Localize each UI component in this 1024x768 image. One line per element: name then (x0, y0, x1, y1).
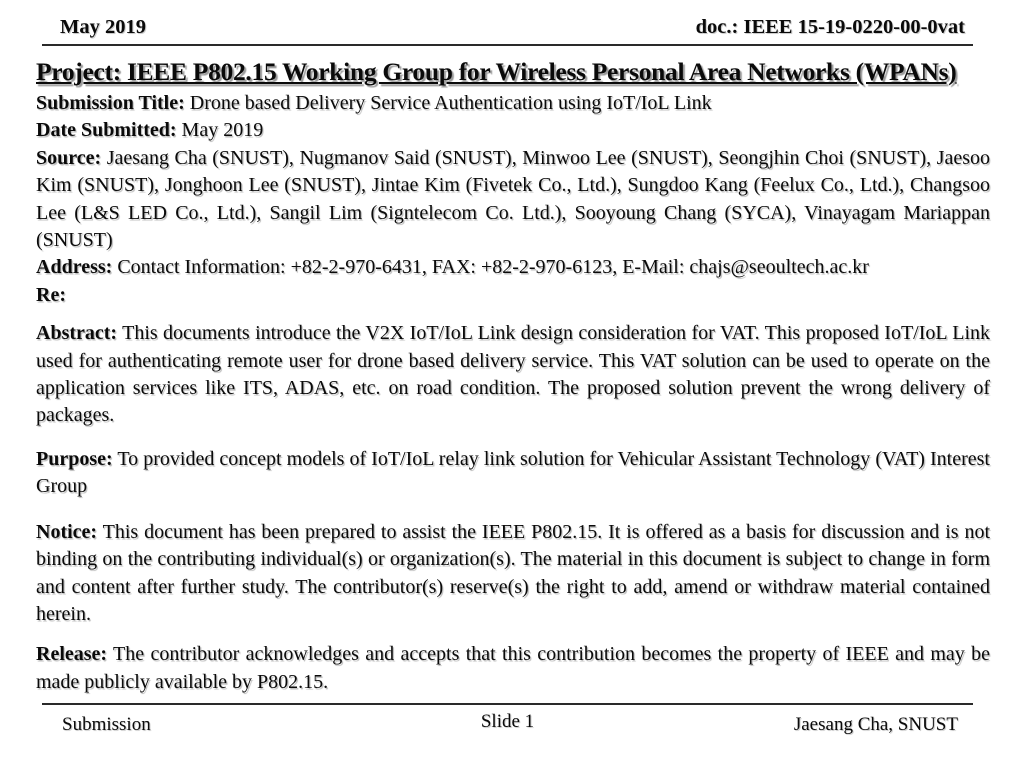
notice-text: This document has been prepared to assist the IEEE P802.15. It is offered as a basis for discussion and is not binding on the contributing individual(s) or organization(s). The material in this document is subject to change in form and content after further study. The contributor(s) reserve(s) the right to add, amend or withdraw material contained herein. (36, 520, 990, 625)
info-address-value: Contact Information: +82-2-970-6431, FAX: +82-2-970-6123, E-Mail: chajs@seoultech.ac.kr (112, 256, 869, 279)
abstract-section (36, 320, 990, 430)
slide-body (36, 90, 990, 696)
info-address (36, 254, 990, 281)
info-date-submitted-label: Date Submitted: (36, 119, 177, 142)
footer-submission-label: Submission (62, 714, 151, 735)
info-date-submitted (36, 117, 990, 144)
info-source (36, 145, 990, 255)
release-label: Release: (36, 643, 108, 666)
info-submission-title-label: Submission Title: (36, 92, 185, 114)
release-section (36, 641, 990, 696)
header-date: May 2019 (60, 16, 146, 38)
slide-header (42, 16, 973, 46)
release-text: The contributor acknowledges and accepts that this contribution becomes the property of IEEE and may be made publicly available by P802.15. (36, 643, 990, 693)
slide-footer (42, 703, 973, 736)
abstract-label: Abstract: (36, 322, 118, 345)
footer-author: Jaesang Cha, SNUST (793, 714, 958, 735)
notice-section (36, 519, 990, 629)
info-submission-title (36, 90, 990, 117)
notice-label: Notice: (36, 520, 98, 543)
info-source-label: Source: (36, 146, 102, 169)
abstract-text: This documents introduce the V2X IoT/IoL Link design consideration for VAT. This proposed IoT/IoL Link used for authenticating remote user for drone based delivery service. This VAT solution can be used to operate on the application services like ITS, ADAS, etc. on road condition. The proposed solution prevent the wrong delivery of packages. (36, 322, 990, 427)
info-date-submitted-value: May 2019 (176, 119, 264, 142)
info-re-label: Re: (36, 283, 66, 306)
purpose-label: Purpose: (36, 447, 113, 470)
footer-slide-number: Slide 1 (480, 711, 535, 732)
info-re (36, 282, 990, 309)
info-source-value: Jaesang Cha (SNUST), Nugmanov Said (SNUST), Minwoo Lee (SNUST), Seongjhin Choi (SNUST), Jaesoo Kim (SNUST), Jonghoon Lee (SNUST), Jintae Kim (Fivetek Co., Ltd.), Sungdoo Kang (Feelux Co., Ltd.), Changsoo Lee (L&S LED Co., Ltd.), Sangil Lim (Signtelecom Co. Ltd.), Sooyoung Chang (SYCA), Vinayagam Mariappan (SNUST) (36, 146, 990, 252)
purpose-section (36, 446, 990, 501)
purpose-text: To provided concept models of IoT/IoL relay link solution for Vehicular Assistant Technology (VAT) Interest Group (36, 447, 990, 498)
header-doc-number: doc.: IEEE 15-19-0220-00-0vat (695, 16, 965, 38)
info-address-label: Address: (36, 256, 113, 279)
info-submission-title-value: Drone based Delivery Service Authentication using IoT/IoL Link (184, 92, 712, 114)
page-title: Project: IEEE P802.15 Working Group for Wireless Personal Area Networks (WPANs) (36, 57, 957, 86)
